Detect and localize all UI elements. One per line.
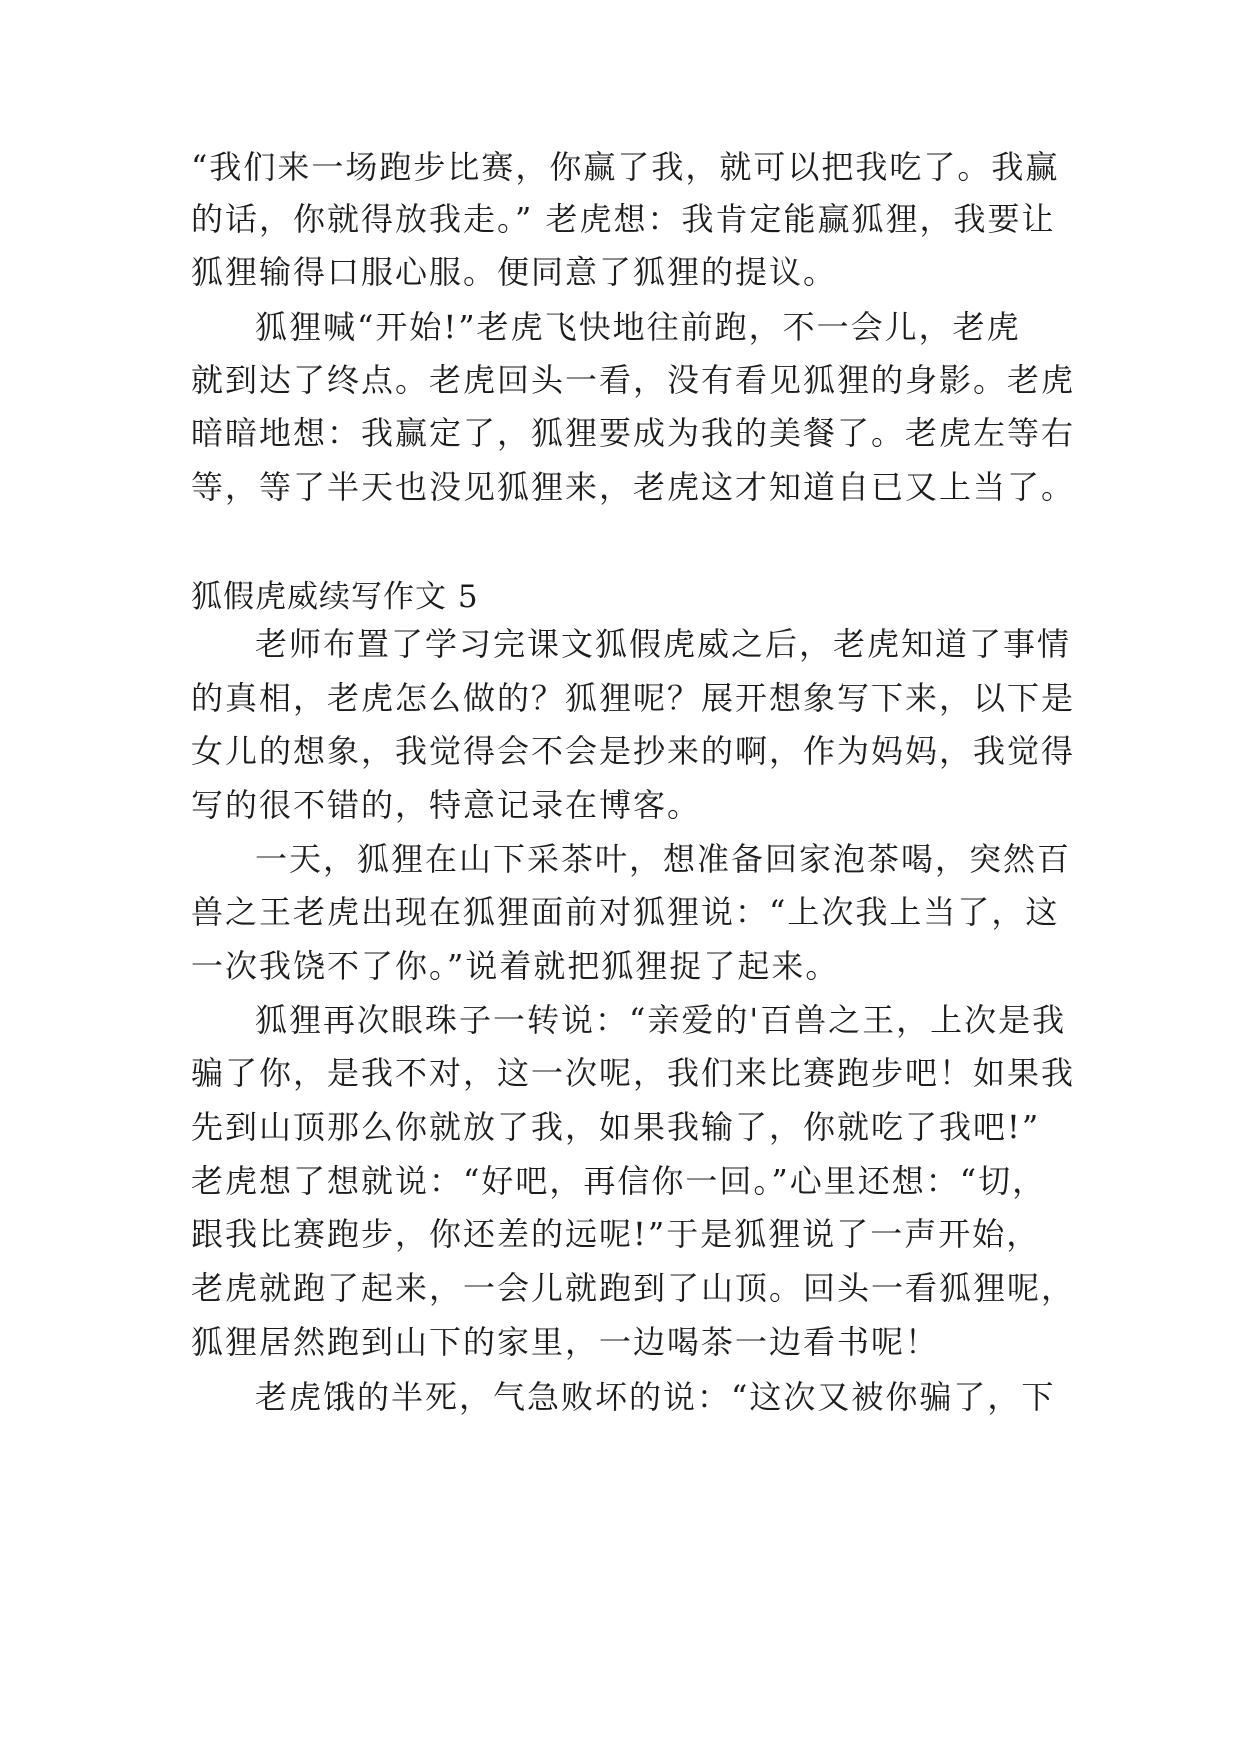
paragraph-line: 跟我比赛跑步，你还差的远呢!”于是狐狸说了一声开始， [191,1215,1041,1253]
paragraph-line: 女儿的想象，我觉得会不会是抄来的啊，作为妈妈，我觉得 [191,732,1076,770]
paragraph-line: 狐狸输得口服心服。便同意了狐狸的提议。 [191,253,838,291]
paragraph-line: 老虎想了想就说：“好吧，再信你一回。”心里还想：“切， [191,1162,1047,1200]
paragraph-line: 写的很不错的，特意记录在博客。 [191,786,702,824]
paragraph-line: 就到达了终点。老虎回头一看，没有看见狐狸的身影。老虎 [191,361,1076,399]
paragraph-line: 先到山顶那么你就放了我，如果我输了，你就吃了我吧!” [191,1108,1041,1146]
paragraph-line: 一天，狐狸在山下采茶叶，想准备回家泡茶喝，突然百 [255,840,1072,878]
paragraph-line: 老虎就跑了起来，一会儿就跑到了山顶。回头一看狐狸呢， [191,1269,1076,1307]
paragraph-line: 暗暗地想：我赢定了，狐狸要成为我的美餐了。老虎左等右 [191,414,1076,452]
paragraph-line: 老师布置了学习完课文狐假虎威之后，老虎知道了事情 [255,625,1072,663]
paragraph-line: 老虎饿的半死，气急败坏的说：“这次又被你骗了，下 [255,1378,1056,1416]
section-heading: 狐假虎威续写作文 5 [191,579,479,615]
paragraph-line: 的话，你就得放我走。” 老虎想：我肯定能赢狐狸，我要让 [191,200,1056,238]
paragraph-line: 等，等了半天也没见狐狸来，老虎这才知道自已又上当了。 [191,468,1076,506]
paragraph-line: “我们来一场跑步比赛，你赢了我，就可以把我吃了。我赢 [191,148,1060,186]
paragraph-line: 狐狸喊“开始!”老虎飞快地往前跑，不一会儿，老虎 [255,308,1021,346]
paragraph-line: 狐狸再次眼珠子一转说：“亲爱的'百兽之王，上次是我 [255,1001,1067,1039]
paragraph-line: 的真相，老虎怎么做的？狐狸呢？展开想象写下来，以下是 [191,679,1076,717]
paragraph-line: 一次我饶不了你。”说着就把狐狸捉了起来。 [191,947,840,985]
paragraph-line: 狐狸居然跑到山下的家里，一边喝茶一边看书呢！ [191,1323,940,1361]
paragraph-line: 骗了你，是我不对，这一次呢，我们来比赛跑步吧！如果我 [191,1054,1076,1092]
paragraph-line: 兽之王老虎出现在狐狸面前对狐狸说：“上次我上当了，这 [191,893,1060,931]
